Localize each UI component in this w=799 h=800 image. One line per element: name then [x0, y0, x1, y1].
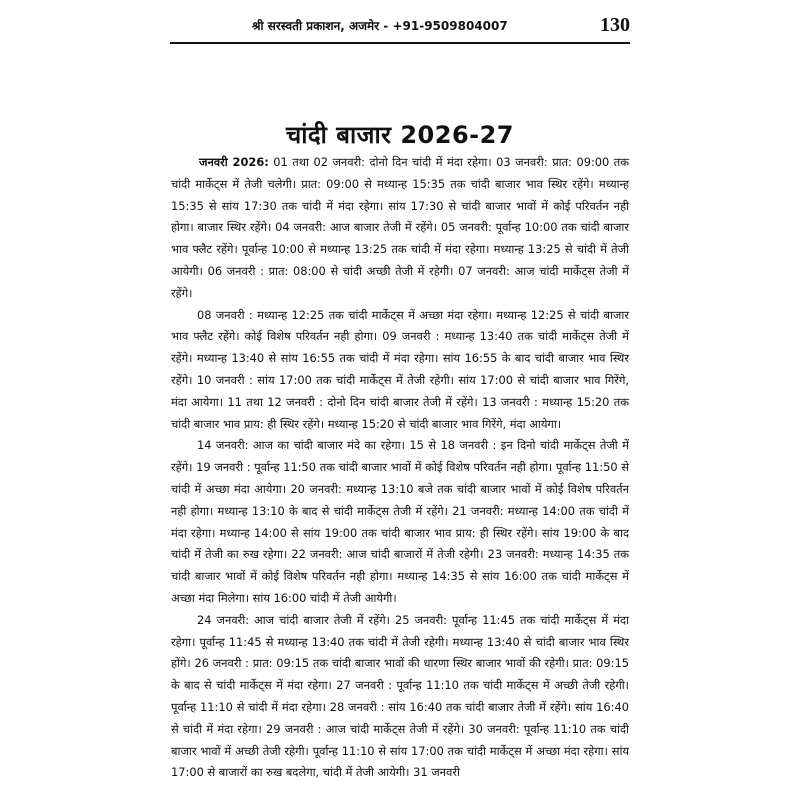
paragraph-4 — [171, 610, 629, 784]
paragraph-text: 14 जनवरी: आज का चांदी बाजार मंदे का रहेगा। 15 से 18 जनवरी : इन दिनो चांदी मार्केट्स तेजी में रहेंगे। 19 जनवरी : पूर्वान्ह 11:50 तक चांदी बाजार भावों में कोई विशेष परिवर्तन नही होगा। पूर्वान्ह 11:50 से चांदी में अच्छा मंदा आयेगा। 20 जनवरी: मध्यान्ह 13:10 बजे तक चांदी बाजार भावों में कोई विशेष परिवर्तन नही होगा। मध्यान्ह 13:10 के बाद से चांदी मार्केट्स तेजी में रहेंगे। 21 जनवरी: मध्यान्ह 14:00 तक चांदी में मंदा रहेगा। मध्यान्ह 14:00 से सांय 19:00 तक चांदी बाजार भाव प्राय: ही स्थिर रहेंगे। सांय 19:00 के बाद चांदी में तेजी का रुख रहेगा। 22 जनवरी: आज चांदी बाजारों में तेजी रहेगी। 23 जनवरी: मध्यान्ह 14:35 तक चांदी बाजार भावों में कोई विशेष परिवर्तन नही होगा। मध्यान्ह 14:35 से सांय 16:00 तक चांदी मार्केट्स में अच्छा मंदा मिलेगा। सांय 16:00 चांदी में तेजी आयेगी। — [171, 438, 629, 605]
paragraph-text: 24 जनवरी: आज चांदी बाजार तेजी में रहेंगे। 25 जनवरी: पूर्वान्ह 11:45 तक चांदी मार्केट्स में मंदा रहेगा। पूर्वान्ह 11:45 से मध्यान्ह 13:40 तक चांदी में तेजी रहेगी। मध्यान्ह 13:40 से चांदी बाजार भाव स्थिर होंगे। 26 जनवरी : प्रात: 09:15 तक चांदी बाजार भावों की धारणा स्थिर बाजार भावों की रहेगी। प्रात: 09:15 के बाद से चांदी मार्केट्स में मंदा रहेगा। 27 जनवरी : पूर्वान्ह 11:10 तक चांदी मार्केट्स में अच्छी तेजी रहेगी। पूर्वान्ह 11:10 से चांदी में मंदा रहेगा। 28 जनवरी : सांय 16:40 तक चांदी बाजार तेजी में रहेंगे। सांय 16:40 से चांदी में मंदा रहेगा। 29 जनवरी : आज चांदी मार्केट्स तेजी में रहेंगे। 30 जनवरी: पूर्वान्ह 11:10 तक चांदी बाजार भावों में अच्छी तेजी रहेगी। पूर्वान्ह 11:10 से सांय 17:00 तक चांदी मार्केट्स में अच्छा मंदा रहेगा। सांय 17:00 से बाजारों का रुख बदलेगा, चांदी में तेजी आयेगी। 31 जनवरी — [171, 612, 629, 780]
running-header — [170, 8, 630, 44]
paragraph-text: 08 जनवरी : मध्यान्ह 12:25 तक चांदी मार्केट्स में अच्छा मंदा रहेगा। मध्यान्ह 12:25 से चांदी बाजार भाव फ्लैट रहेंगे। कोई विशेष परिवर्तन नही होगा। 09 जनवरी : मध्यान्ह 13:40 तक चांदी मार्केट्स तेजी में रहेंगे। मध्यान्ह 13:40 से सांय 16:55 तक चांदी में मंदा रहेगा। सांय 16:55 के बाद चांदी बाजार भाव स्थिर रहेंगे। 10 जनवरी : सांय 17:00 तक चांदी मार्केट्स में तेजी रहेगी। सांय 17:00 से चांदी बाजार भाव गिरेंगे, मंदा आयेगा। 11 तथा 12 जनवरी : दोनो दिन चांदी बाजार तेजी में रहेंगे। 13 जनवरी : मध्यान्ह 15:20 तक चांदी बाजार भाव प्राय: ही स्थिर रहेंगे। मध्यान्ह 15:20 से चांदी बाजार भाव गिरेंगे, मंदा आयेगा। — [171, 307, 629, 431]
paragraph-1 — [171, 152, 629, 305]
paragraph-text: 01 तथा 02 जनवरी: दोनो दिन चांदी में मंदा रहेगा। 03 जनवरी: प्रात: 09:00 तक चांदी मार्केट्स में तेजी चलेगी। प्रात: 09:00 से मध्यान्ह 15:35 तक चांदी बाजार भाव स्थिर रहेंगे। मध्यान्ह 15:35 से सांय 17:30 तक चांदी में मंदा रहेगा। सांय 17:30 से चांदी बाजार भावों में कोई परिवर्तन नही होगा। बाजार स्थिर रहेंगे। 04 जनवरी: आज बाजार तेजी में रहेंगे। 05 जनवरी: पूर्वान्ह 10:00 तक चांदी बाजार भाव फ्लैट रहेंगे। पूर्वान्ह 10:00 से मध्यान्ह 13:25 तक चांदी में मंदा रहेगा। मध्यान्ह 13:25 से चांदी में तेजी आयेगी। 06 जनवरी : प्रात: 08:00 से चांदी अच्छी तेजी में रहेगी। 07 जनवरी: आज चांदी मार्केट्स तेजी में रहेंगे। — [171, 155, 629, 300]
paragraph-2 — [171, 305, 629, 436]
paragraph-3 — [171, 435, 629, 609]
page-number: 130 — [600, 13, 630, 36]
page-title: चांदी बाजार 2026-27 — [285, 121, 515, 149]
publisher-line: श्री सरस्वती प्रकाशन, अजमेर - +91-9509804007 — [252, 18, 508, 33]
month-heading: जनवरी 2026: — [199, 155, 269, 169]
body-text — [171, 152, 629, 784]
